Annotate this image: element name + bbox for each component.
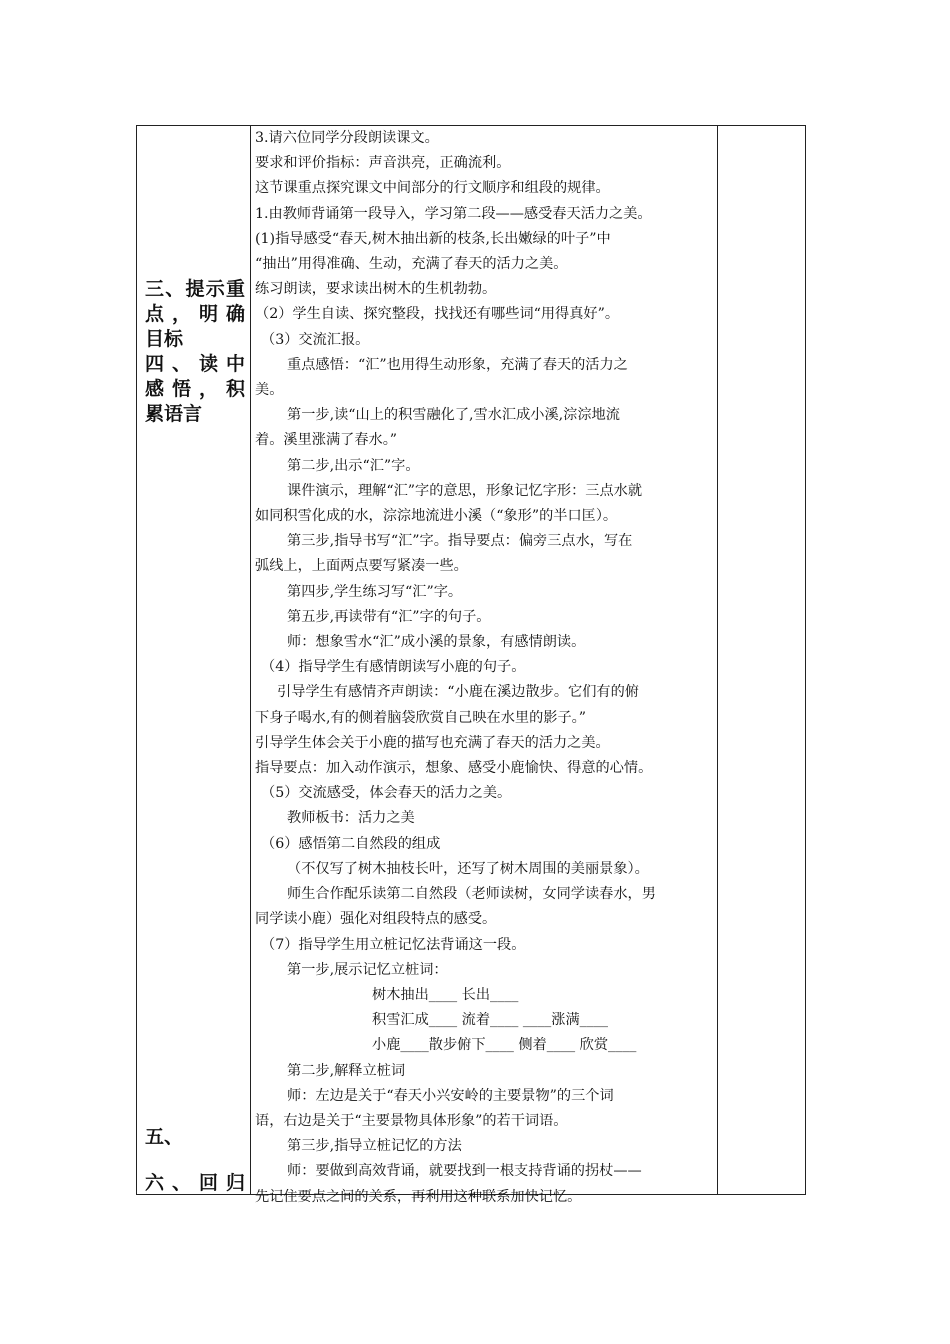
content-line: 如同积雪化成的水，淙淙地流进小溪（“象形”的半口匡）。 <box>255 508 618 525</box>
content-line: 引导学生有感情齐声朗读：“小鹿在溪边散步。它们有的俯 <box>277 684 639 701</box>
content-line: （6）感悟第二自然段的组成 <box>261 835 441 852</box>
content-line: 第五步,再读带有“汇”字的句子。 <box>287 608 491 625</box>
content-line: 师：想象雪水“汇”成小溪的景象，有感情朗读。 <box>287 634 586 651</box>
lesson-plan-table <box>136 125 806 1205</box>
content-line: 师：要做到高效背诵，就要找到一根支持背诵的拐杖—— <box>287 1163 642 1180</box>
content-line: 第一步,展示记忆立桩词： <box>287 961 448 978</box>
heading-4-line: 累语言 <box>145 403 203 425</box>
content-line: 师：左边是关于“春天小兴安岭的主要景物”的三个词 <box>287 1087 614 1104</box>
content-line: （不仅写了树木抽枝长叶，还写了树木周围的美丽景象）。 <box>287 860 649 877</box>
content-line: （5）交流感受，体会春天的活力之美。 <box>261 785 512 802</box>
content-line: 要求和评价指标：声音洪亮，正确流利。 <box>255 155 511 172</box>
content-line: “抽出”用得准确、生动，充满了春天的活力之美。 <box>255 256 568 273</box>
heading-3-line: 三、提示重 <box>145 278 245 300</box>
content-line: 弧线上，上面两点要写紧凑一些。 <box>255 558 468 575</box>
heading-3-line: 目标 <box>145 328 184 350</box>
content-line: 先记住要点之间的关系，再利用这种联系加快记忆。 <box>255 1188 582 1205</box>
content-line: 语，右边是关于“主要景物具体形象”的若干词语。 <box>255 1112 568 1129</box>
content-line: 美。 <box>255 382 284 399</box>
content-line: （2）学生自读、探究整段，找找还有哪些词“用得真好”。 <box>255 306 620 323</box>
content-line: 第三步,指导立桩记忆的方法 <box>287 1138 462 1155</box>
heading-4-line: 感悟，积 <box>145 378 245 400</box>
content-line: 指导要点：加入动作演示，想象、感受小鹿愉快、得意的心情。 <box>255 760 653 777</box>
content-line: 同学读小鹿）强化对组段特点的感受。 <box>255 911 497 928</box>
content-line: (1)指导感受“春天,树木抽出新的枝条,长出嫩绿的叶子”中 <box>255 230 611 247</box>
content-line: 师生合作配乐读第二自然段（老师读树，女同学读春水，男 <box>287 886 656 903</box>
content-line: （4）指导学生有感情朗读写小鹿的句子。 <box>261 659 526 676</box>
heading-5: 五、 <box>145 1126 184 1148</box>
content-line: 练习朗读，要求读出树木的生机勃勃。 <box>255 281 497 298</box>
content-line: 树木抽出____ 长出____ <box>372 986 519 1003</box>
content-line: 引导学生体会关于小鹿的描写也充满了春天的活力之美。 <box>255 734 610 751</box>
heading-3-line: 点，明确 <box>145 303 245 325</box>
content-line: 下身子喝水,有的侧着脑袋欣赏自己映在水里的影子。” <box>255 709 586 726</box>
lesson-content <box>255 126 709 1210</box>
content-line: 3.请六位同学分段朗读课文。 <box>255 130 439 146</box>
section-heading-column <box>137 126 250 1194</box>
content-line: 第一步,读“山上的积雪融化了,雪水汇成小溪,淙淙地流 <box>287 407 620 424</box>
column-divider-left <box>250 126 251 1194</box>
content-line: 这节课重点探究课文中间部分的行文顺序和组段的规律。 <box>255 180 610 197</box>
content-line: 第二步,出示“汇”字。 <box>287 457 420 474</box>
content-line: 1.由教师背诵第一段导入，学习第二段——感受春天活力之美。 <box>255 205 652 222</box>
content-line: 小鹿____散步俯下____ 侧着____ 欣赏____ <box>372 1037 637 1054</box>
heading-6: 六、回归 <box>145 1172 245 1194</box>
content-line: 积雪汇成____ 流着____ ____涨满____ <box>372 1012 609 1029</box>
column-divider-right <box>717 126 718 1194</box>
heading-4-line: 四、读中 <box>145 353 245 375</box>
content-line: （7）指导学生用立桩记忆法背诵这一段。 <box>261 936 526 953</box>
content-line: 课件演示，理解“汇”字的意思，形象记忆字形：三点水就 <box>287 482 643 499</box>
section-headings-3-4 <box>145 277 245 427</box>
content-line: 重点感悟：“汇”也用得生动形象，充满了春天的活力之 <box>287 356 628 373</box>
content-line: （3）交流汇报。 <box>261 331 370 348</box>
content-line: 着。溪里涨满了春水。” <box>255 432 398 449</box>
content-line: 教师板书：活力之美 <box>287 810 415 827</box>
content-line: 第二步,解释立桩词 <box>287 1062 406 1079</box>
content-line: 第三步,指导书写“汇”字。指导要点：偏旁三点水，写在 <box>287 533 633 550</box>
content-line: 第四步,学生练习写“汇”字。 <box>287 583 463 600</box>
